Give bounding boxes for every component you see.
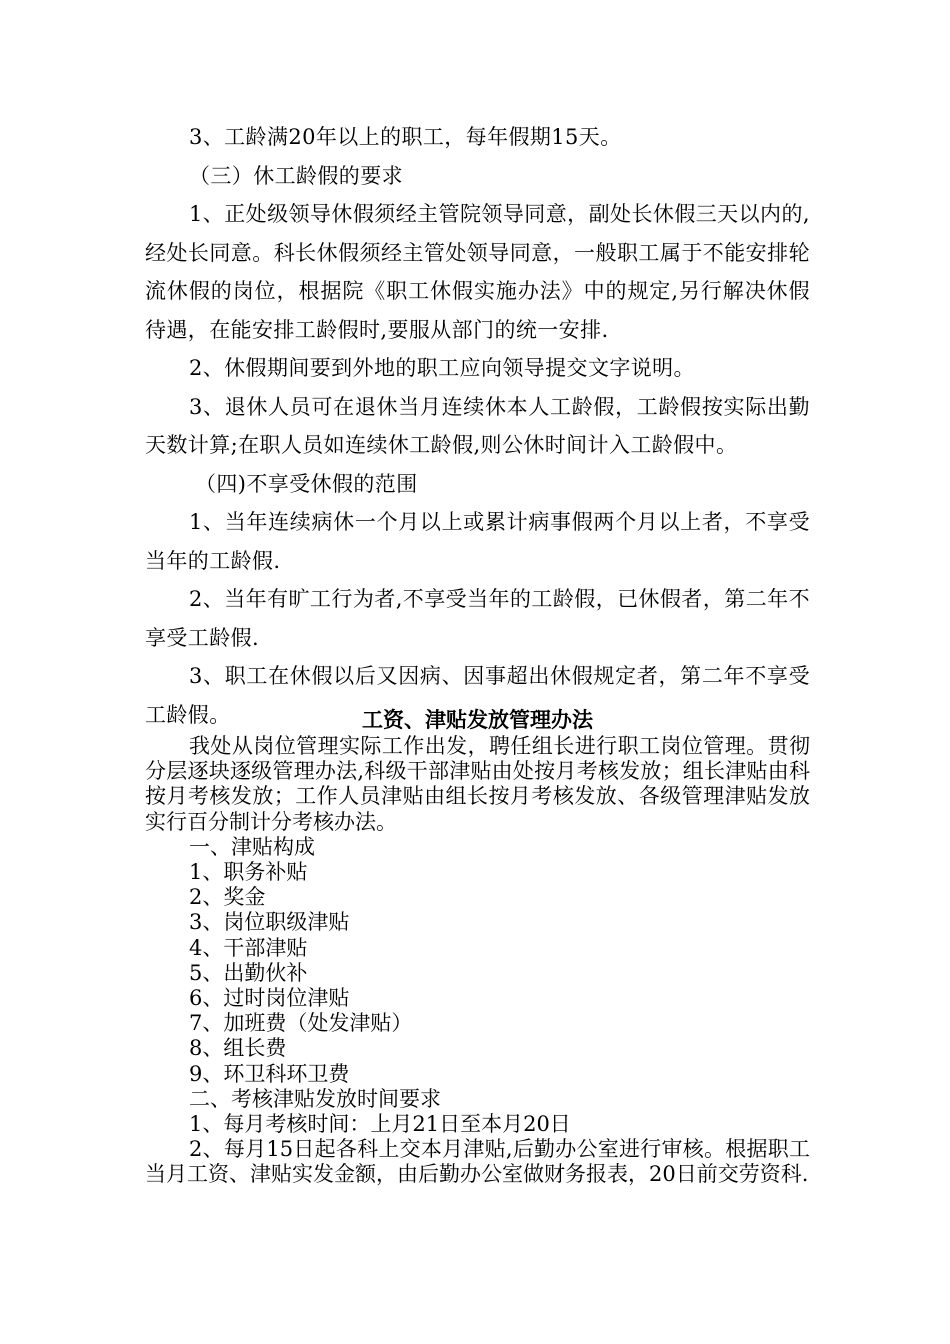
paragraph-overtime-leave-exclusion: 3、职工在休假以后又因病、因事超出休假规定者，第二年不享受工龄假。 xyxy=(145,664,810,727)
list-item: 4、干部津贴 xyxy=(189,935,308,960)
heading-assessment-timing: 二、考核津贴发放时间要求 xyxy=(189,1086,441,1111)
paragraph-submission-process: 2、每月15日起各科上交本月津贴,后勤办公室进行审核。根据职工当月工资、津贴实发金额，由后勤办公室做财务报表，20日前交劳资科. xyxy=(145,1137,810,1187)
list-item: 2、奖金 xyxy=(189,885,266,910)
list-item: 6、过时岗位津贴 xyxy=(189,986,350,1011)
paragraph-intro: 我处从岗位管理实际工作出发，聘任组长进行职工岗位管理。贯彻分层逐块逐级管理办法,科级干部津贴由处按月考核发放；组长津贴由科按月考核发放；工作人员津贴由组长按月考核发放、各级管理津贴发放实行百分制计分考核办法。 xyxy=(145,734,810,834)
heading-leave-requirements: （三）休工龄假的要求 xyxy=(189,163,403,188)
paragraph-travel-notice: 2、休假期间要到外地的职工应向领导提交文字说明。 xyxy=(189,356,695,380)
paragraph-leave-15-days: 3、工龄满20年以上的职工，每年假期15天。 xyxy=(189,125,622,149)
list-item: 3、岗位职级津贴 xyxy=(189,910,350,935)
list-item: 1、职务补贴 xyxy=(189,860,308,885)
list-item: 8、组长费 xyxy=(189,1036,287,1061)
list-item: 7、加班费（处发津贴） xyxy=(189,1011,413,1036)
paragraph-absence-exclusion: 2、当年有旷工行为者,不享受当年的工龄假，已休假者，第二年不享受工龄假. xyxy=(145,587,810,650)
list-item: 9、环卫科环卫费 xyxy=(189,1061,350,1086)
paragraph-sick-leave-exclusion: 1、当年连续病休一个月以上或累计病事假两个月以上者，不享受当年的工龄假. xyxy=(145,510,810,573)
section-title-salary-allowance: 工资、津贴发放管理办法 xyxy=(362,707,593,732)
salary-allowance-section xyxy=(145,734,810,1188)
leave-rules-section xyxy=(145,118,810,734)
heading-no-leave-scope: （四)不享受休假的范围 xyxy=(195,471,418,496)
paragraph-retiree-leave: 3、退休人员可在退休当月连续休本人工龄假，工龄假按实际出勤天数计算;在职人员如连续休工龄假,则公休时间计入工龄假中。 xyxy=(145,394,810,457)
paragraph-approval-rules: 1、正处级领导休假须经主管院领导同意，副处长休假三天以内的,经处长同意。科长休假须经主管处领导同意，一般职工属于不能安排轮流休假的岗位，根据院《职工休假实施办法》中的规定,另行解决休假待遇，在能安排工龄假时,要服从部门的统一安排. xyxy=(145,202,810,342)
list-item: 5、出勤伙补 xyxy=(189,960,308,985)
paragraph-assessment-period: 1、每月考核时间：上月21日至本月20日 xyxy=(189,1112,571,1137)
heading-allowance-composition: 一、津贴构成 xyxy=(189,834,315,859)
